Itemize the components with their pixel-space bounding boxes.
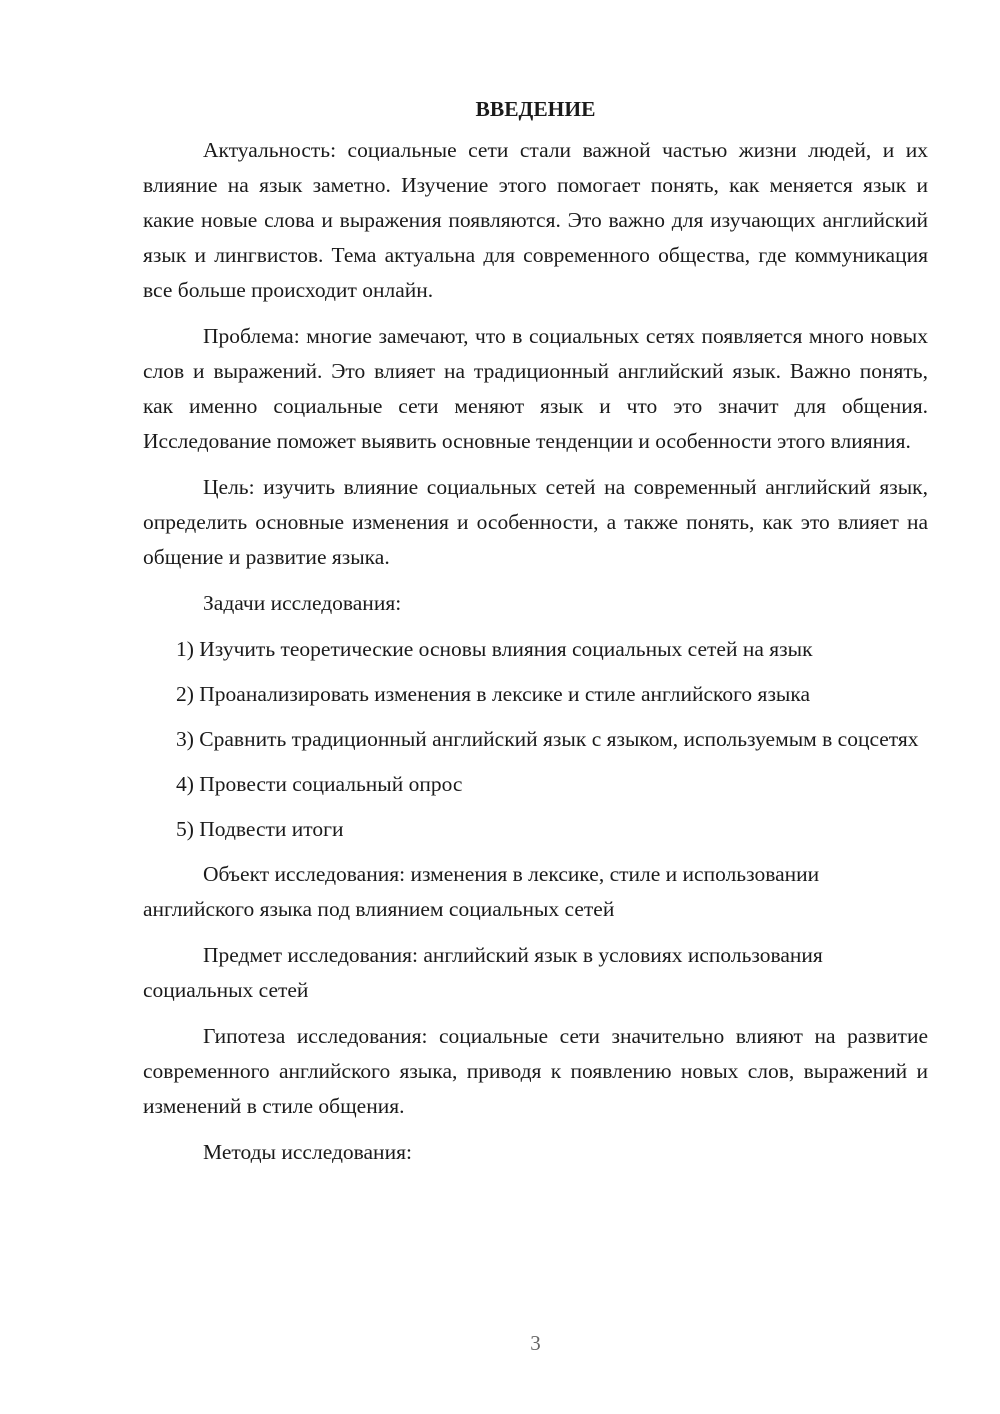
relevance-paragraph: Актуальность: социальные сети стали важной частью жизни людей, и их влияние на язык заметно. Изучение этого помогает понять, как меняется язык и какие новые слова и выражения появляются. Это важно для изучающих английский язык и лингвистов. Тема актуальна для современного общества, где коммуникация все больше происходит онлайн. bbox=[143, 138, 928, 302]
task-item: 2) Проанализировать изменения в лексике и стиле английского языка bbox=[176, 682, 811, 706]
tasks-heading: Задачи исследования: bbox=[203, 591, 402, 615]
subject-paragraph: Предмет исследования: английский язык в условиях использования социальных сетей bbox=[143, 943, 823, 1002]
page-number: 3 bbox=[530, 1331, 541, 1355]
hypothesis-paragraph: Гипотеза исследования: социальные сети значительно влияют на развитие современного английского языка, приводя к появлению новых слов, выражений и изменений в стиле общения. bbox=[143, 1024, 928, 1118]
task-item: 3) Сравнить традиционный английский язык с языком, используемым в соцсетях bbox=[176, 727, 919, 751]
problem-paragraph: Проблема: многие замечают, что в социальных сетях появляется много новых слов и выражений. Это влияет на традиционный английский язык. Важно понять, как именно социальные сети меняют язык и что это значит для общения. Исследование поможет выявить основные тенденции и особенности этого влияния. bbox=[143, 324, 928, 453]
section-title: ВВЕДЕНИЕ bbox=[475, 97, 596, 121]
methods-heading: Методы исследования: bbox=[203, 1140, 412, 1164]
task-item: 4) Провести социальный опрос bbox=[176, 772, 463, 796]
document-page bbox=[143, 92, 928, 1181]
object-paragraph: Объект исследования: изменения в лексике, стиле и использовании английского языка под влиянием социальных сетей bbox=[143, 862, 820, 921]
goal-paragraph: Цель: изучить влияние социальных сетей на современный английский язык, определить основные изменения и особенности, а также понять, как это влияет на общение и развитие языка. bbox=[143, 475, 928, 569]
task-item: 1) Изучить теоретические основы влияния социальных сетей на язык bbox=[176, 637, 813, 661]
tasks-list bbox=[143, 632, 928, 847]
task-item: 5) Подвести итоги bbox=[176, 817, 344, 841]
